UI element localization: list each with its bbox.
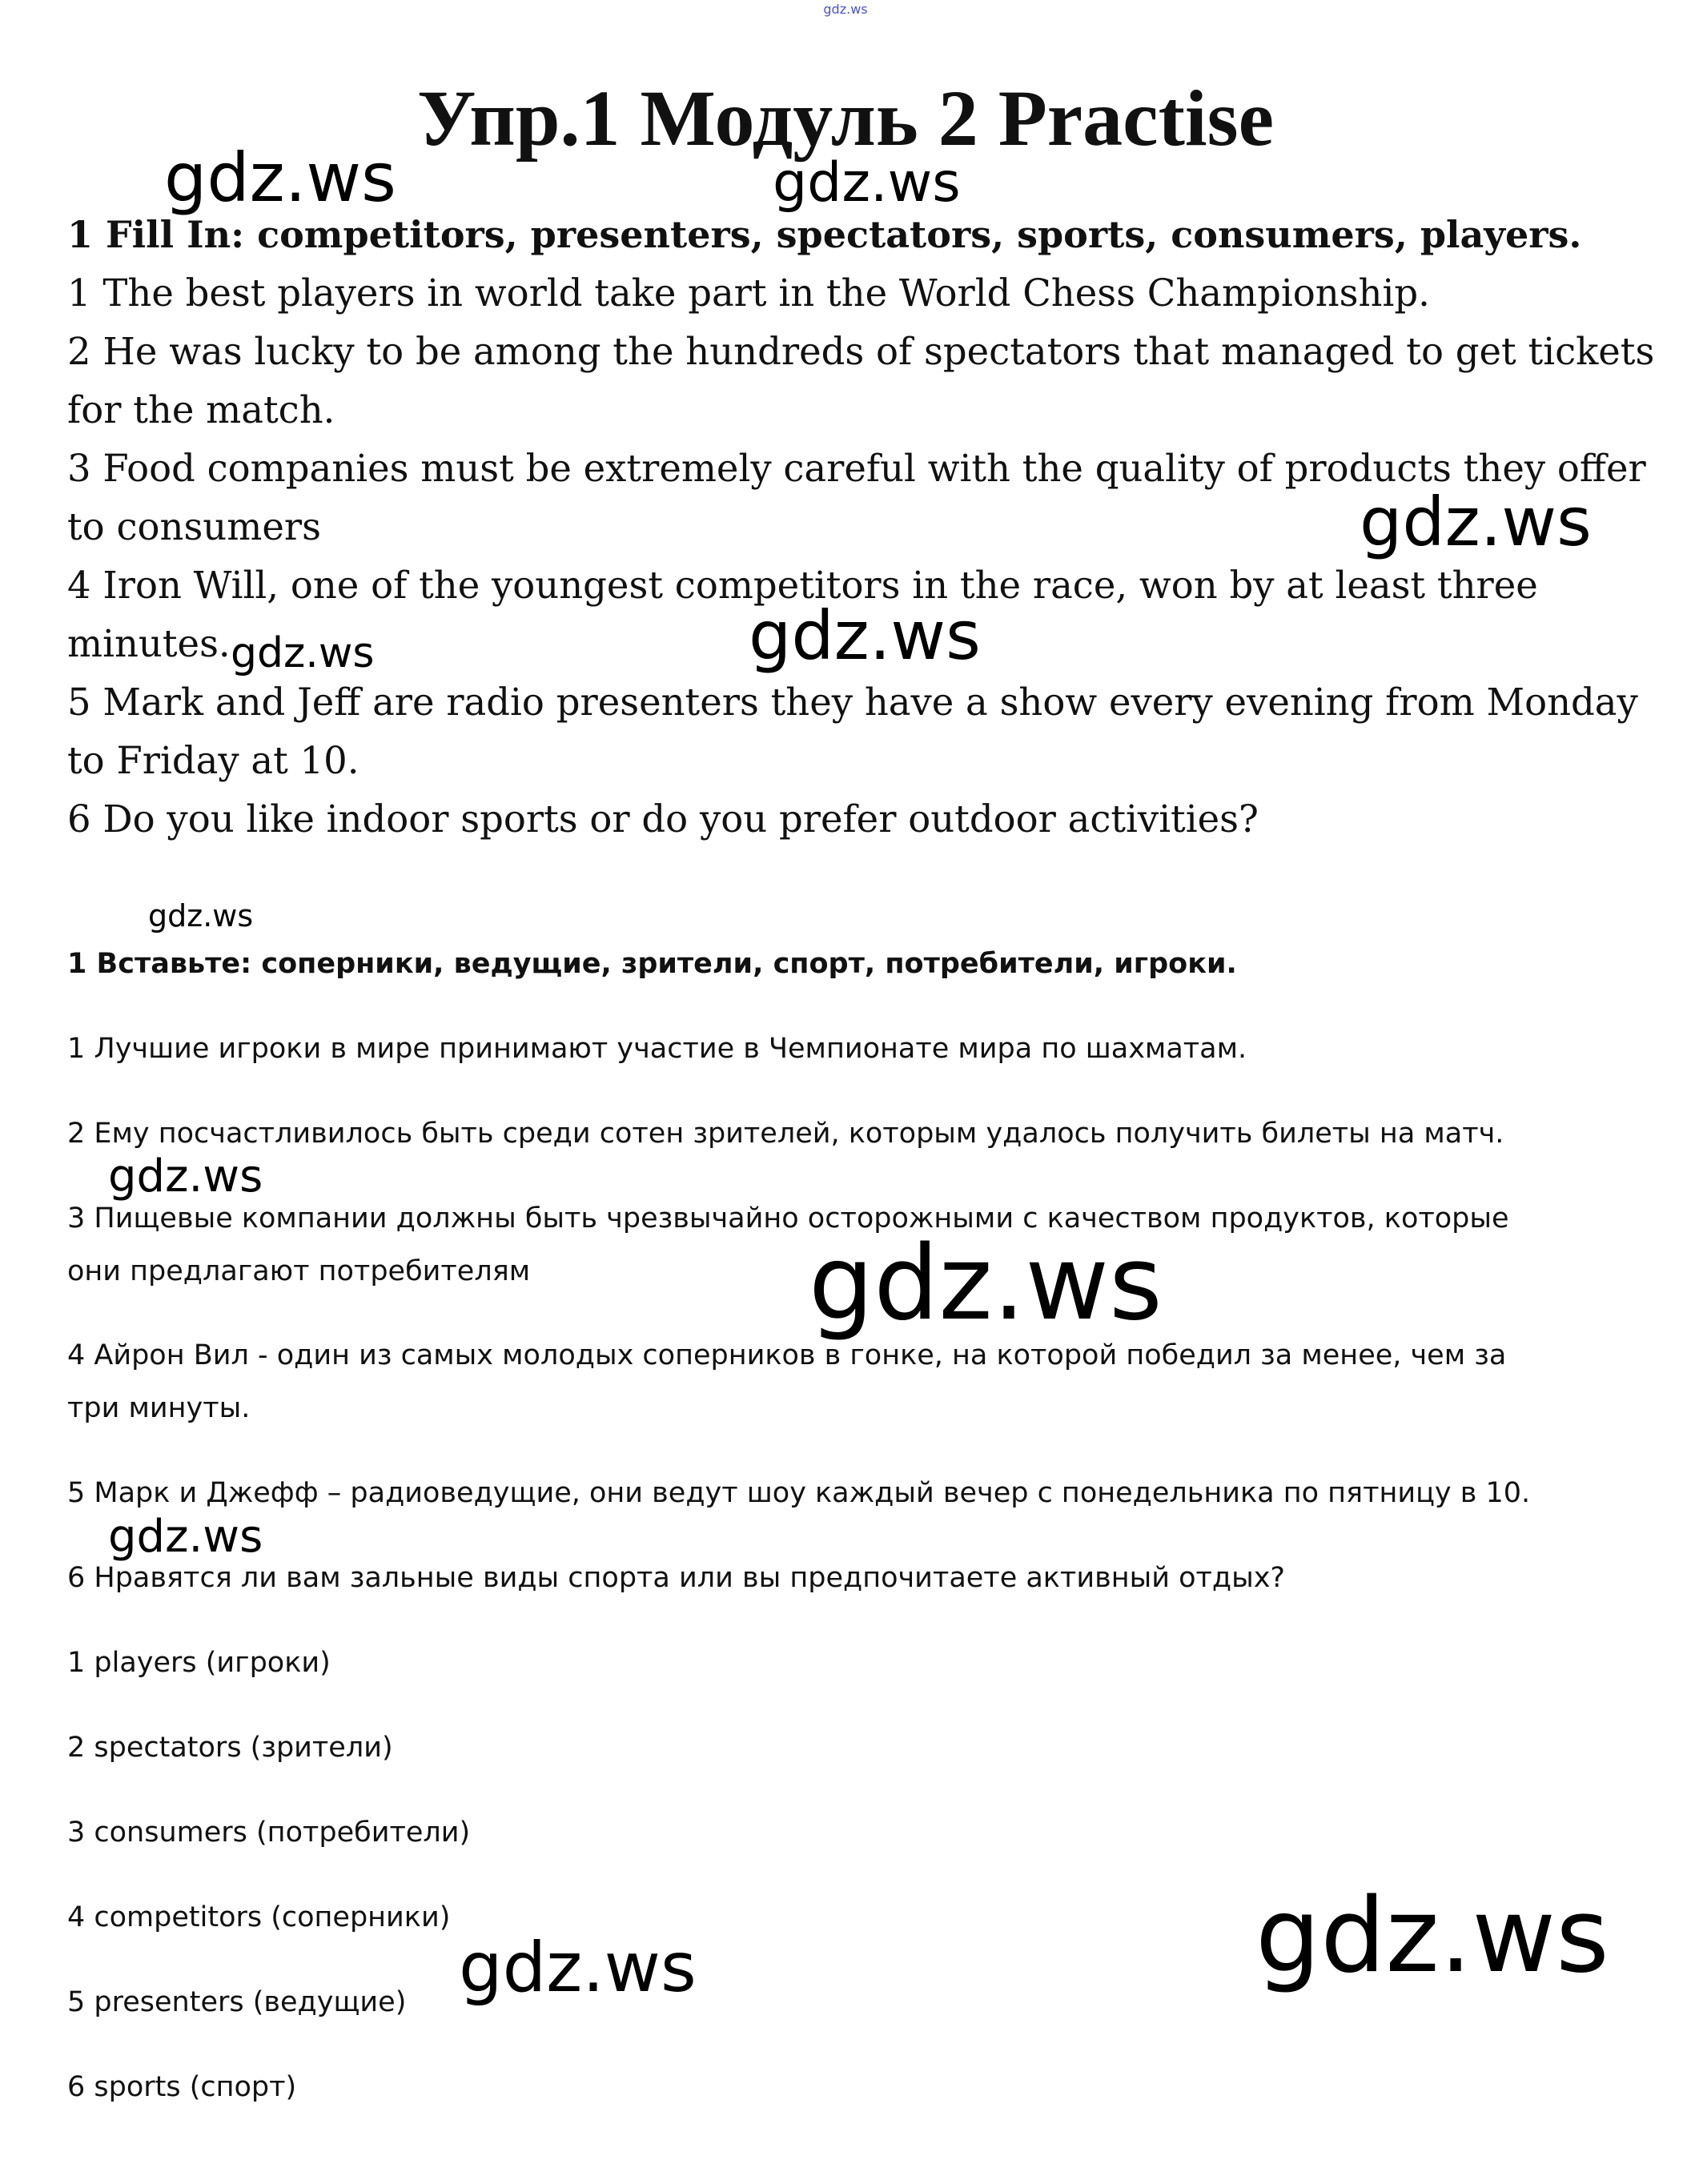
- english-line: 3 Food companies must be extremely careful with the quality of products they offer: [67, 447, 1646, 490]
- russian-line: три минуты.: [67, 1392, 251, 1424]
- answer-item: 6 sports (спорт): [67, 2071, 297, 2103]
- watermark: gdz.ws: [1360, 483, 1592, 561]
- russian-line: 1 Лучшие игроки в мире принимают участие в Чемпионате мира по шахматам.: [67, 1033, 1247, 1065]
- russian-line: 4 Айрон Вил - один из самых молодых соперников в гонке, на которой победил за менее, чем за: [67, 1339, 1507, 1371]
- english-line: 2 He was lucky to be among the hundreds of spectators that managed to get tickets: [67, 330, 1655, 373]
- top-watermark: gdz.ws: [823, 2, 868, 17]
- watermark: gdz.ws: [164, 139, 396, 217]
- answer-item: 1 players (игроки): [67, 1647, 331, 1679]
- watermark: gdz.ws: [773, 151, 961, 215]
- english-line: 1 The best players in world take part in the World Chess Championship.: [67, 271, 1430, 315]
- answer-item: 4 competitors (соперники): [67, 1901, 451, 1933]
- english-line: to consumers: [67, 505, 321, 548]
- russian-instruction: 1 Вставьте: соперники, ведущие, зрители, спорт, потребители, игроки.: [67, 948, 1237, 980]
- russian-line: 6 Нравятся ли вам зальные виды спорта или вы предпочитаете активный отдых?: [67, 1562, 1286, 1594]
- watermark: gdz.ws: [148, 898, 254, 933]
- watermark: gdz.ws: [231, 629, 375, 677]
- russian-line: 3 Пищевые компании должны быть чрезвычайно осторожными с качеством продуктов, которые: [67, 1202, 1509, 1235]
- answer-item: 3 consumers (потребители): [67, 1817, 471, 1849]
- watermark: gdz.ws: [108, 1150, 263, 1202]
- answer-item: 5 presenters (ведущие): [67, 1986, 407, 2018]
- english-line: to Friday at 10.: [67, 739, 359, 782]
- english-line: 5 Mark and Jeff are radio presenters they have a show every evening from Monday: [67, 680, 1638, 724]
- english-instruction: 1 Fill In: competitors, presenters, spectators, sports, consumers, players.: [67, 213, 1582, 256]
- watermark: gdz.ws: [108, 1511, 263, 1563]
- russian-line: они предлагают потребителям: [67, 1255, 531, 1287]
- english-line: for the match.: [67, 388, 335, 432]
- watermark: gdz.ws: [809, 1224, 1163, 1343]
- watermark: gdz.ws: [1255, 1877, 1609, 1996]
- russian-line: 2 Ему посчастливилось быть среди сотен зрителей, которым удалось получить билеты на матч.: [67, 1118, 1504, 1150]
- english-line: 4 Iron Will, one of the youngest competitors in the race, won by at least three: [67, 564, 1538, 607]
- watermark: gdz.ws: [459, 1928, 697, 2008]
- russian-line: 5 Марк и Джефф – радиоведущие, они ведут шоу каждый вечер с понедельника по пятницу в 10.: [67, 1477, 1531, 1509]
- watermark: gdz.ws: [749, 596, 981, 675]
- page-title: Упр.1 Модуль 2 Practise: [417, 74, 1274, 163]
- english-line: minutes.: [67, 622, 231, 665]
- english-line: 6 Do you like indoor sports or do you prefer outdoor activities?: [67, 797, 1259, 841]
- answer-item: 2 spectators (зрители): [67, 1732, 393, 1764]
